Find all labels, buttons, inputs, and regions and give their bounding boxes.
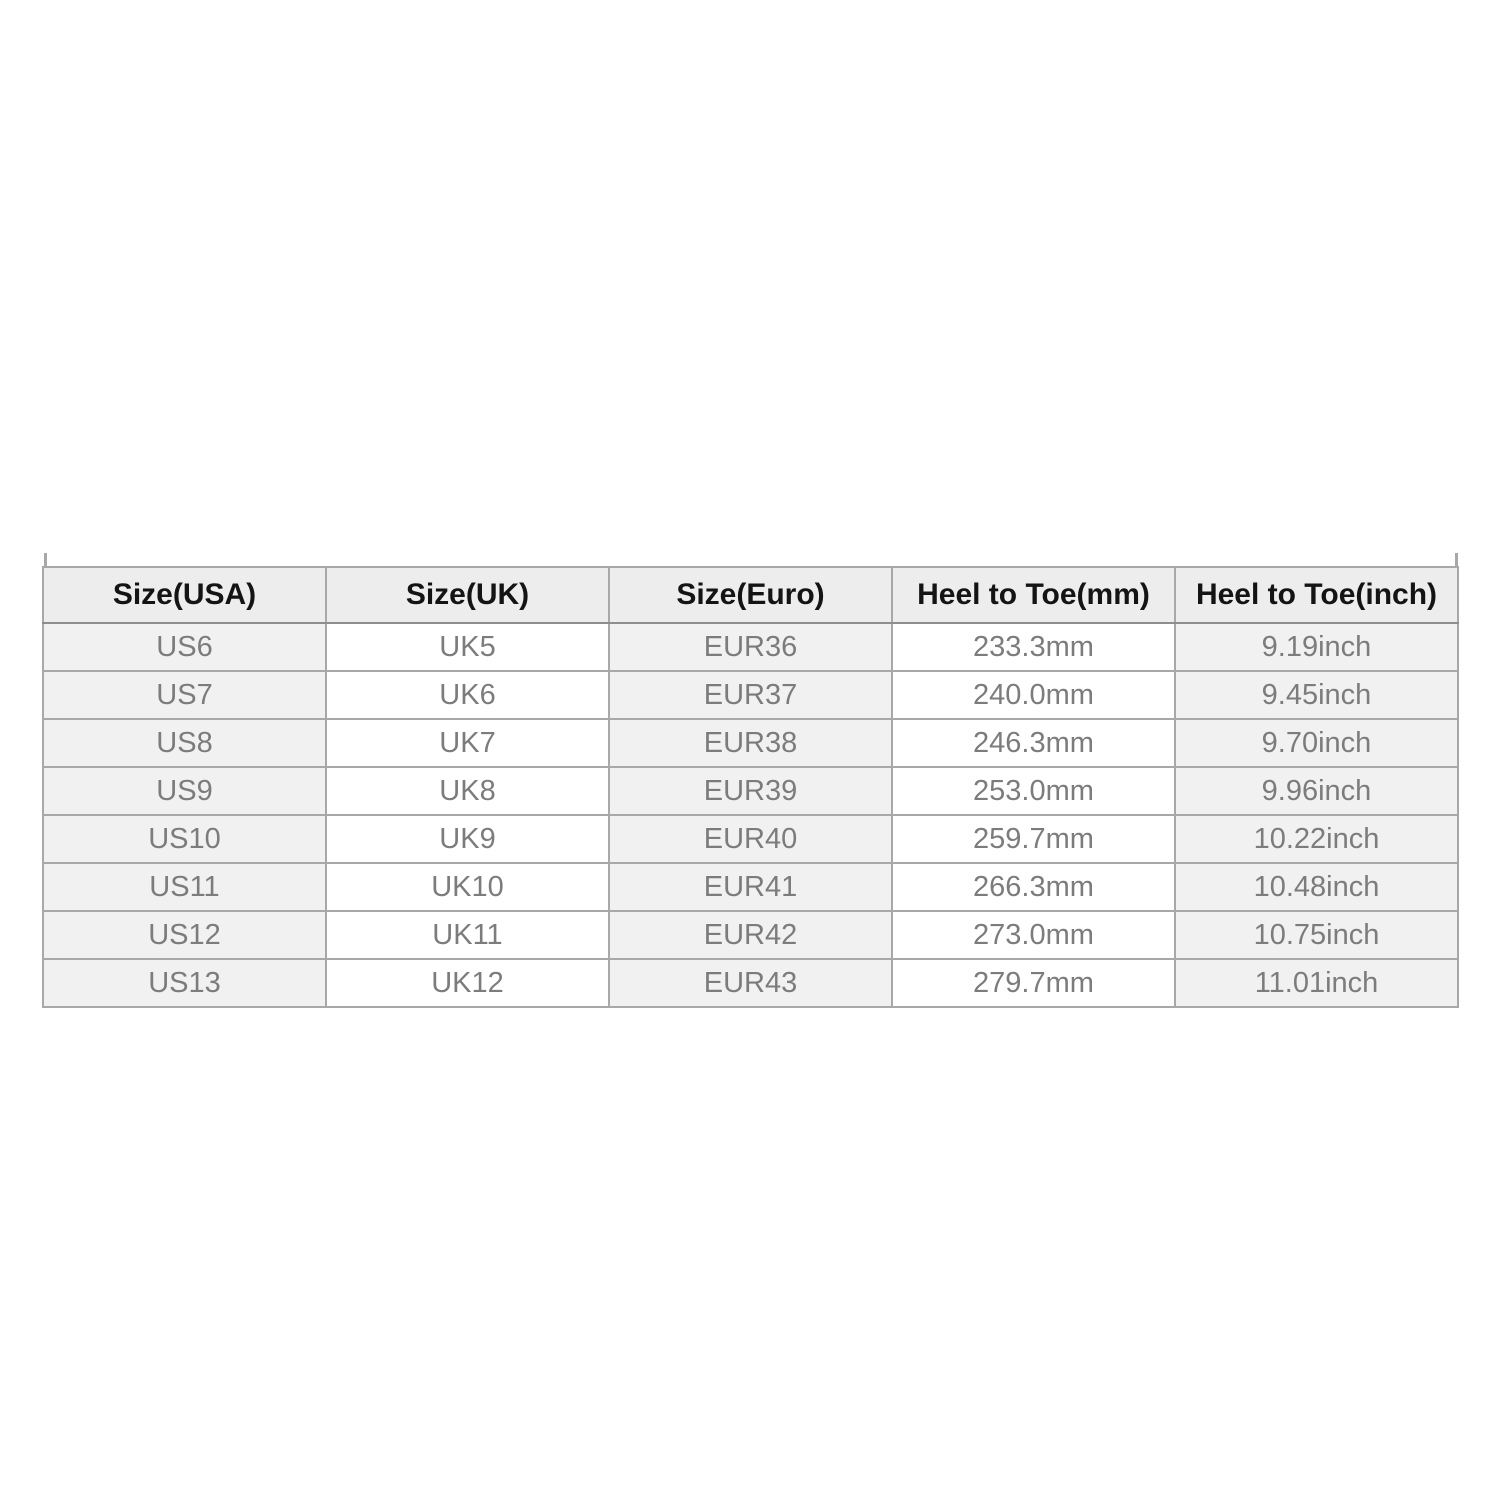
table-cell: 9.70inch — [1175, 719, 1458, 767]
header-row — [43, 567, 1458, 623]
table-cell: US11 — [43, 863, 326, 911]
table-cell: 273.0mm — [892, 911, 1175, 959]
table-cell: 10.22inch — [1175, 815, 1458, 863]
table-cell: EUR42 — [609, 911, 892, 959]
table-cell: 233.3mm — [892, 623, 1175, 671]
table-cell: 246.3mm — [892, 719, 1175, 767]
table-cell: US8 — [43, 719, 326, 767]
column-header: Heel to Toe(inch) — [1175, 567, 1458, 623]
size-chart-table — [42, 566, 1459, 1008]
table-row — [43, 719, 1458, 767]
table-cell: 253.0mm — [892, 767, 1175, 815]
table-cell: UK6 — [326, 671, 609, 719]
table-cell: EUR40 — [609, 815, 892, 863]
table-cell: 10.75inch — [1175, 911, 1458, 959]
table-cell: EUR39 — [609, 767, 892, 815]
table-cell: 11.01inch — [1175, 959, 1458, 1007]
table-cell: 266.3mm — [892, 863, 1175, 911]
column-header: Size(Euro) — [609, 567, 892, 623]
table-cell: US13 — [43, 959, 326, 1007]
size-chart-body — [43, 623, 1458, 1007]
table-cell: 9.19inch — [1175, 623, 1458, 671]
table-row — [43, 959, 1458, 1007]
table-cell: US9 — [43, 767, 326, 815]
table-cell: US6 — [43, 623, 326, 671]
table-cell: US7 — [43, 671, 326, 719]
table-row — [43, 863, 1458, 911]
table-row — [43, 911, 1458, 959]
table-row — [43, 671, 1458, 719]
table-cell: 240.0mm — [892, 671, 1175, 719]
table-cell: UK9 — [326, 815, 609, 863]
column-header: Heel to Toe(mm) — [892, 567, 1175, 623]
table-cell: EUR36 — [609, 623, 892, 671]
table-row — [43, 623, 1458, 671]
table-cell: 9.96inch — [1175, 767, 1458, 815]
table-cell: 259.7mm — [892, 815, 1175, 863]
column-header: Size(UK) — [326, 567, 609, 623]
table-cell: US10 — [43, 815, 326, 863]
table-cell: UK7 — [326, 719, 609, 767]
table-cell: EUR38 — [609, 719, 892, 767]
table-cell: EUR43 — [609, 959, 892, 1007]
table-row — [43, 815, 1458, 863]
size-chart-header — [43, 567, 1458, 623]
table-cell: UK12 — [326, 959, 609, 1007]
table-cell: UK10 — [326, 863, 609, 911]
table-cell: 10.48inch — [1175, 863, 1458, 911]
table-cell: UK11 — [326, 911, 609, 959]
table-cell: 279.7mm — [892, 959, 1175, 1007]
table-cell: EUR37 — [609, 671, 892, 719]
table-cell: UK5 — [326, 623, 609, 671]
table-cell: UK8 — [326, 767, 609, 815]
table-cell: EUR41 — [609, 863, 892, 911]
table-cell: 9.45inch — [1175, 671, 1458, 719]
column-header: Size(USA) — [43, 567, 326, 623]
table-row — [43, 767, 1458, 815]
table-cell: US12 — [43, 911, 326, 959]
